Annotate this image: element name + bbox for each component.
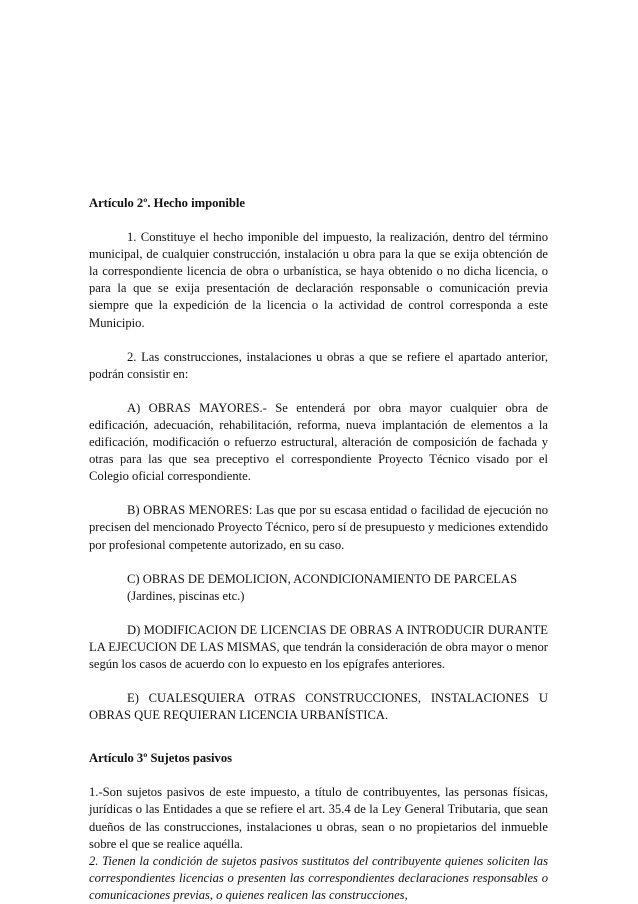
article-3-heading: Artículo 3º Sujetos pasivos	[89, 751, 233, 766]
article-2-item-d: D) MODIFICACION DE LICENCIAS DE OBRAS A INTRODUCIR DURANTE LA EJECUCION DE LAS MISMAS, que tendrán la consideración de obra mayor o menor según los casos de acuerdo con lo expuesto en los epígrafes anteriores.	[89, 622, 548, 671]
article-3-paragraph-2: 2. Tienen la condición de sujetos pasivos sustitutos del contribuyente quienes soliciten las correspondientes licencias o presenten las correspondientes declaraciones responsables o comunicaciones previas, o quienes realicen las construcciones,	[89, 853, 548, 902]
article-2-item-a: A) OBRAS MAYORES.- Se entenderá por obra mayor cualquier obra de edificación, adecuación, rehabilitación, reforma, nueva implantación de elementos a la edificación, modificación o refuerzo estructural, alteración de composición de fachada y otras para las que sea preceptivo el correspondiente Proyecto Técnico visado por el Colegio oficial correspondiente.	[89, 400, 548, 484]
document-body	[89, 195, 548, 904]
article-2-item-b: B) OBRAS MENORES: Las que por su escasa entidad o facilidad de ejecución no precisen del mencionado Proyecto Técnico, pero sí de presupuesto y mediciones extendido por profesional competente autorizado, en su caso.	[89, 503, 548, 552]
article-2-item-c-detail: (Jardines, piscinas etc.)	[127, 588, 245, 603]
article-2-paragraph-2: 2. Las construcciones, instalaciones u obras a que se refiere el apartado anterior, podrán consistir en:	[89, 349, 548, 381]
article-2-paragraph-1: 1. Constituye el hecho imponible del impuesto, la realización, dentro del término municipal, de cualquier construcción, instalación u obra para la que se exija obtención de la correspondiente licencia de obra o urbanística, se haya obtenido o no dicha licencia, o para la que se exija presentación de declaración responsable o comunicación previa siempre que la expedición de la licencia o la actividad de control corresponda a este Municipio.	[89, 230, 548, 330]
article-2-heading: Artículo 2º. Hecho imponible	[89, 196, 245, 210]
article-2-item-e: E) CUALESQUIERA OTRAS CONSTRUCCIONES, INSTALACIONES U OBRAS QUE REQUIERAN LICENCIA URBANÍSTICA.	[89, 691, 548, 723]
article-3-paragraph-1: 1.-Son sujetos pasivos de este impuesto, a título de contribuyentes, las personas físicas, jurídicas o las Entidades a que se refiere el art. 35.4 de la Ley General Tributaria, que sean dueños de las construcciones, instalaciones u obras, sean o no propietarios del inmueble sobre el que se realice aquélla.	[89, 785, 548, 851]
article-2-item-c: C) OBRAS DE DEMOLICION, ACONDICIONAMIENTO DE PARCELAS	[127, 571, 518, 586]
